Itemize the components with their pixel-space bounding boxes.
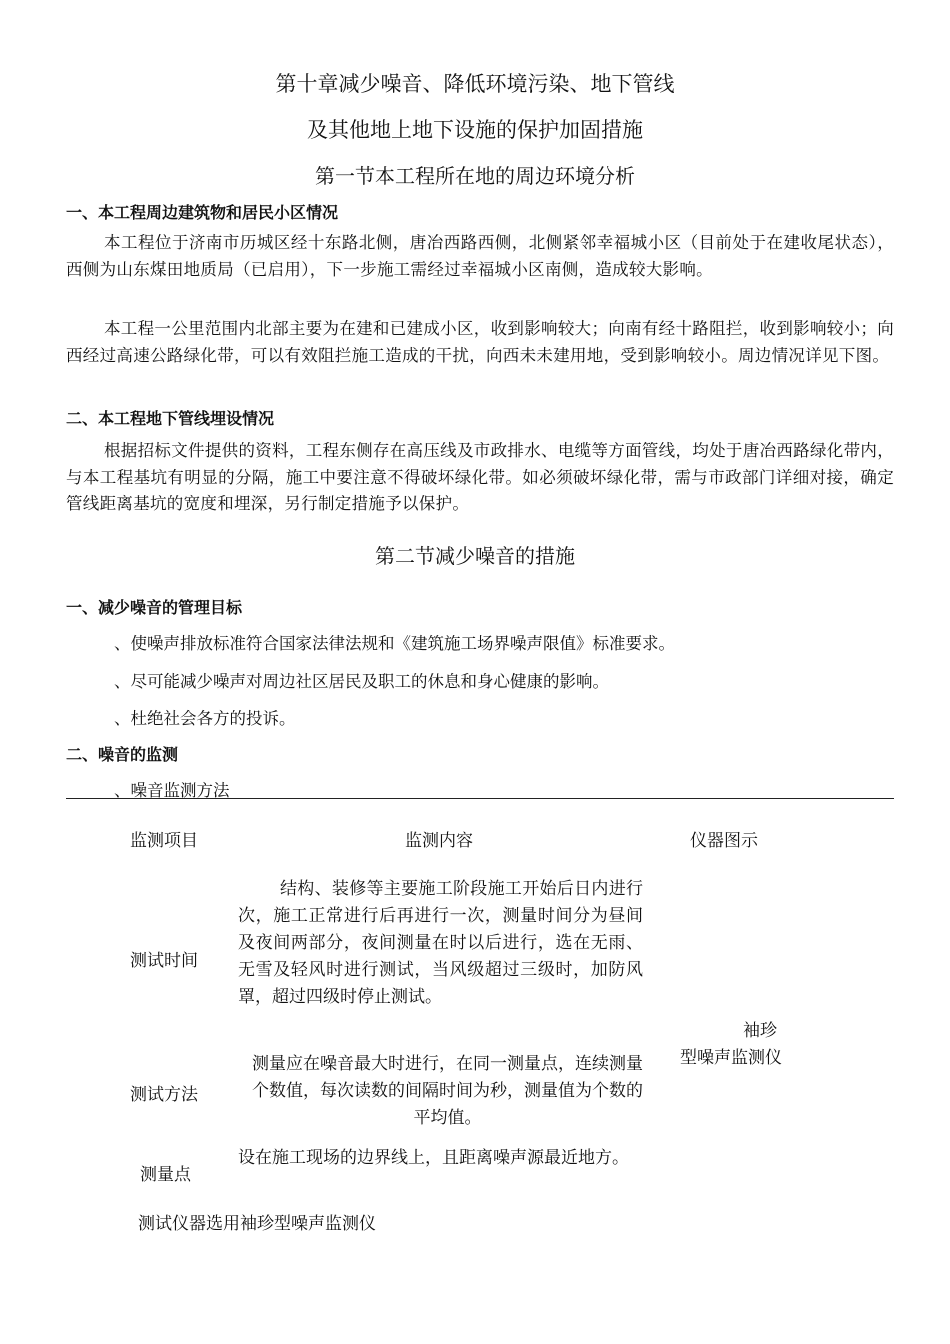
- row1-item: 测试时间: [130, 951, 198, 971]
- chapter-title-line1: 第十章减少噪音、降低环境污染、地下管线: [275, 72, 675, 96]
- target-item-3: 、杜绝社会各方的投诉。: [114, 709, 296, 728]
- row3-content: 设在施工现场的边界线上，且距离噪声源最近地方。: [238, 1148, 629, 1168]
- table-footer-note: 测试仪器选用袖珍型噪声监测仪: [138, 1214, 376, 1234]
- section1-sub1-para2: 本工程一公里范围内北部主要为在建和已建成小区，收到影响较大；向南有经十路阻拦，收到影响较小；向西经过高速公路绿化带，可以有效阻拦施工造成的干扰，向西未未建用地，受到影响较小。周边情况详见下图。: [66, 319, 894, 365]
- header-instrument: 仪器图示: [690, 831, 758, 851]
- row3-item: 测量点: [140, 1165, 191, 1185]
- row1-content: 结构、装修等主要施工阶段施工开始后日内进行次，施工正常进行后再进行一次，测量时间分为昼间及夜间两部分，夜间测量在时以后进行，选在无雨、无雪及轻风时进行测试，当风级超过三级时，加防风罩，超过四级时停止测试。: [238, 879, 643, 1007]
- section1-sub1-para1: 本工程位于济南市历城区经十东路北侧，唐冶西路西侧，北侧紧邻幸福城小区（目前处于在建收尾状态），西侧为山东煤田地质局（已启用），下一步施工需经过幸福城小区南侧，造成较大影响。: [66, 233, 894, 279]
- header-item: 监测项目: [130, 831, 198, 851]
- header-content: 监测内容: [405, 831, 473, 851]
- target-item-1: 、使噪声排放标准符合国家法律法规和《建筑施工场界噪声限值》标准要求。: [114, 634, 675, 653]
- target-item-2: 、尽可能减少噪声对周边社区居民及职工的休息和身心健康的影响。: [114, 672, 609, 691]
- row2-content: 测量应在噪音最大时进行，在同一测量点，连续测量个数值，每次读数的间隔时间为秒，测量值为个数的平均值。: [252, 1054, 643, 1128]
- section2-sub1-title: 一、减少噪音的管理目标: [66, 598, 243, 617]
- monitor-method-label: 、噪音监测方法: [114, 781, 230, 800]
- chapter-title-line2: 及其他地上地下设施的保护加固措施: [307, 118, 643, 142]
- section1-sub2-title: 二、本工程地下管线埋设情况: [66, 409, 275, 428]
- section1-sub1-title: 一、本工程周边建筑物和居民小区情况: [66, 203, 339, 222]
- section2-sub2-title: 二、噪音的监测: [66, 745, 179, 764]
- section2-title: 第二节减少噪音的措施: [375, 544, 575, 568]
- row2-item: 测试方法: [130, 1085, 198, 1105]
- table-top-rule: [66, 798, 894, 799]
- section1-title: 第一节本工程所在地的周边环境分析: [315, 164, 635, 188]
- section1-sub2-para1: 根据招标文件提供的资料，工程东侧存在高压线及市政排水、电缆等方面管线，均处于唐冶西路绿化带内，与本工程基坑有明显的分隔，施工中要注意不得破坏绿化带。如必须破坏绿化带，需与市政部门详细对接，确定管线距离基坑的宽度和埋深，另行制定措施予以保护。: [66, 441, 894, 513]
- instrument-cell: 袖珍型噪声监测仪: [680, 1021, 782, 1068]
